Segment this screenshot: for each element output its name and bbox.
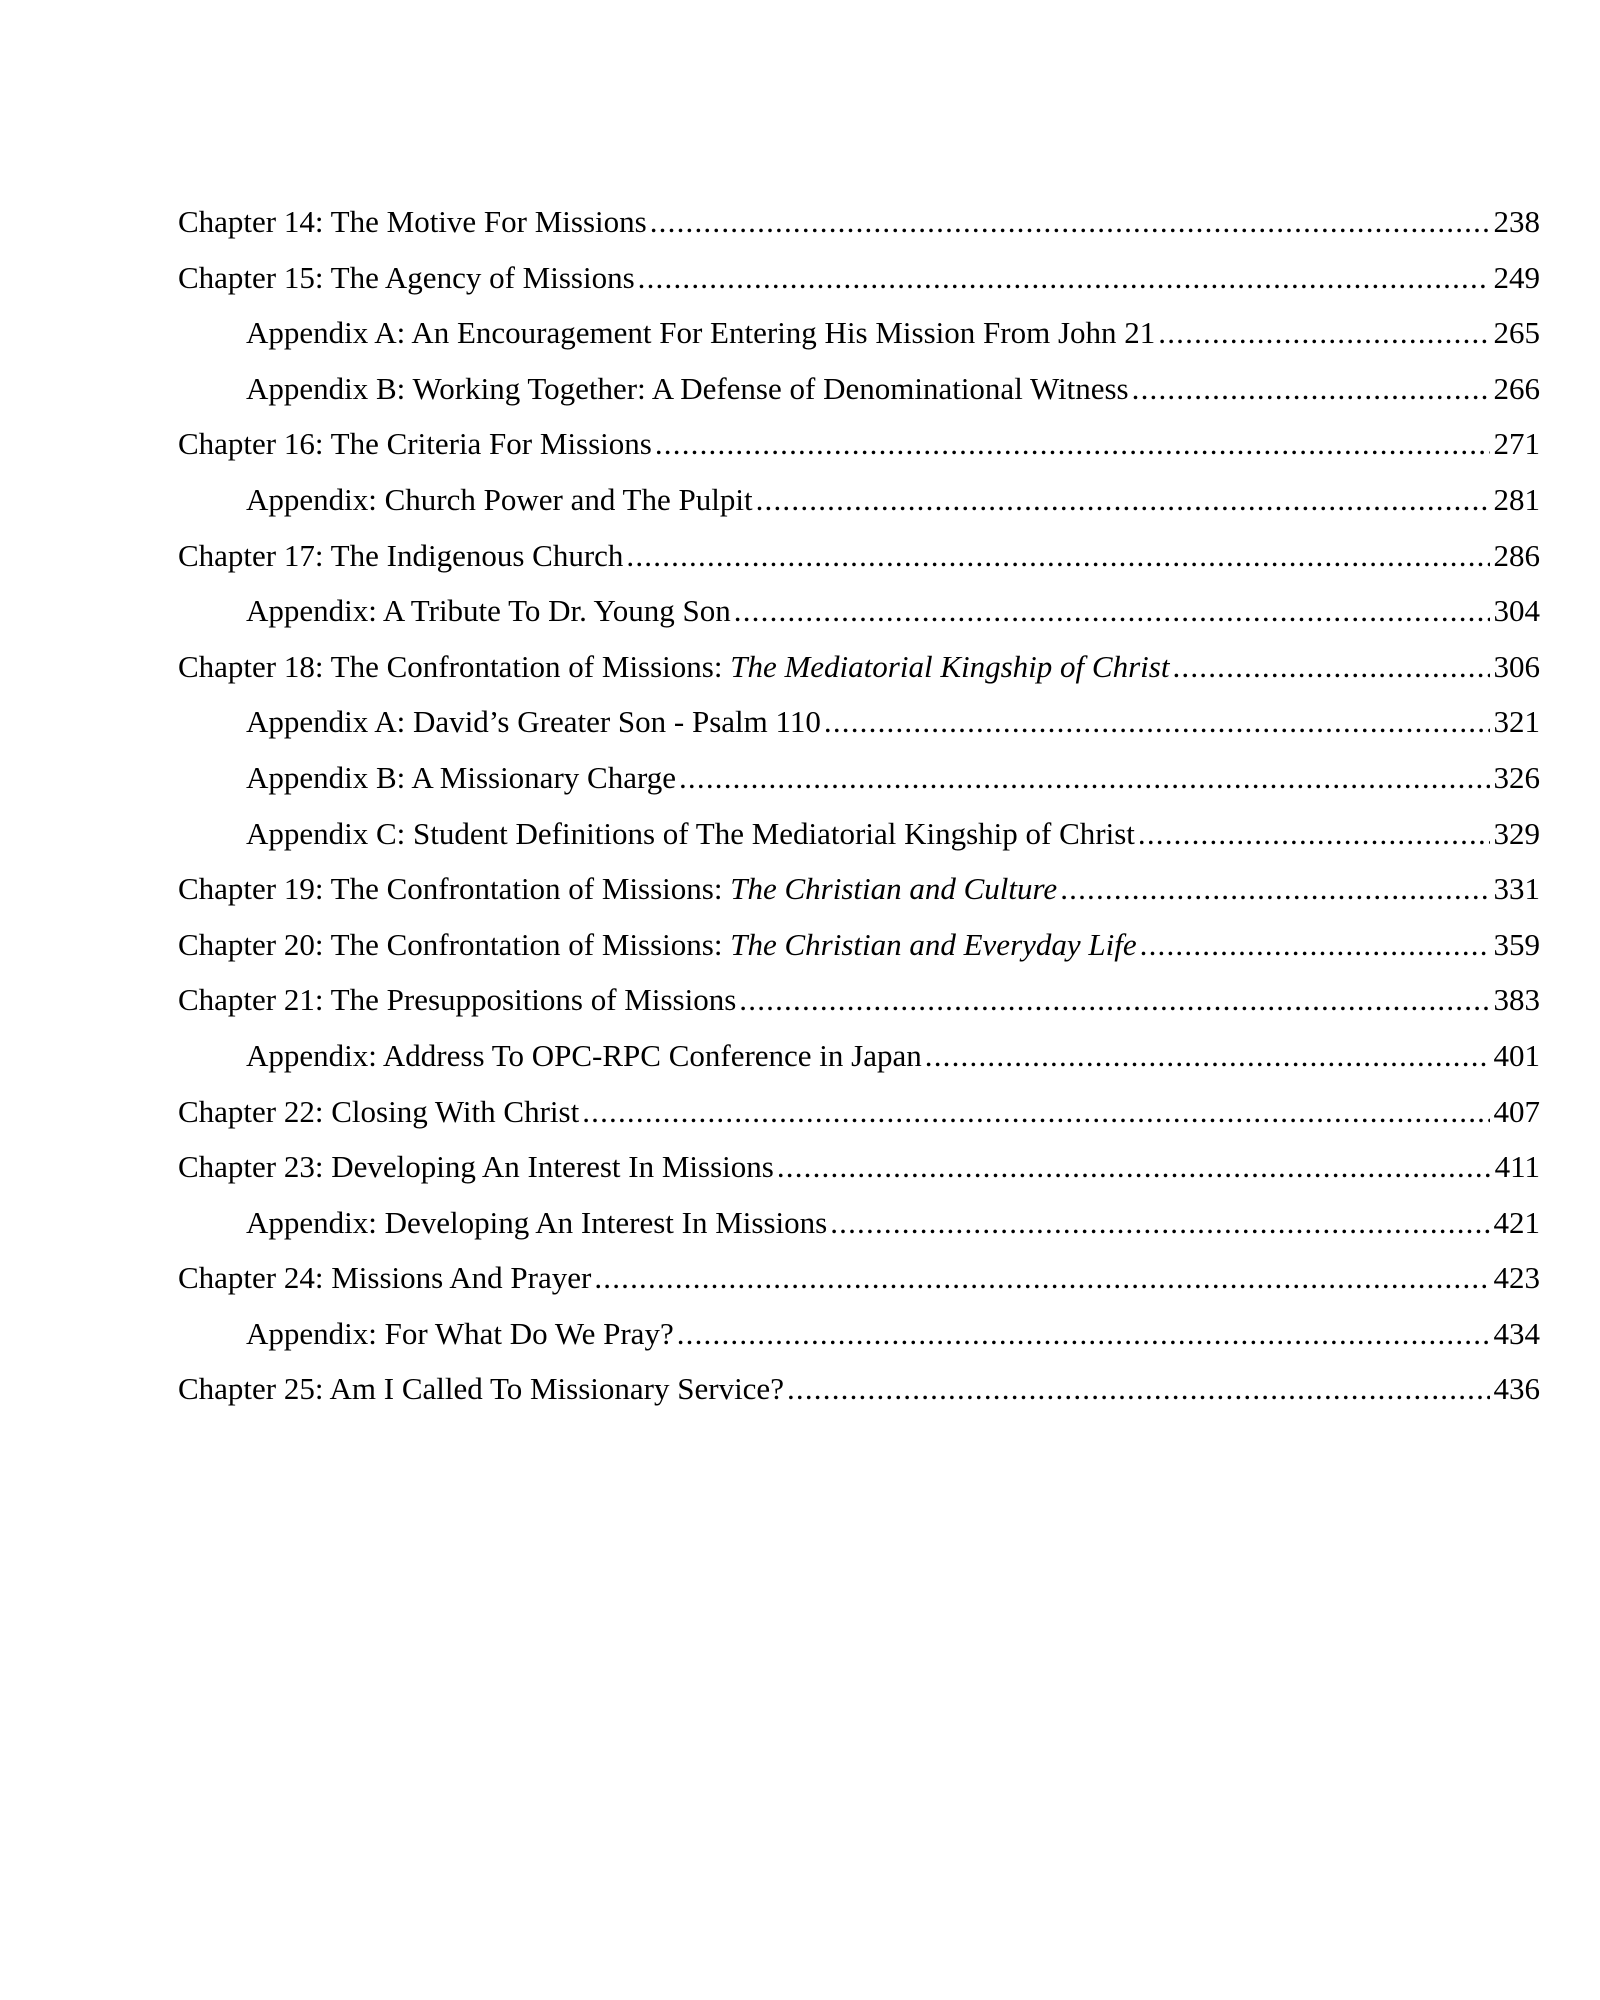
toc-dot-leader bbox=[1138, 806, 1490, 862]
toc-dot-leader bbox=[739, 972, 1489, 1028]
toc-entry[interactable] bbox=[178, 305, 1540, 361]
toc-page-number: 423 bbox=[1493, 1260, 1540, 1296]
toc-page-number: 329 bbox=[1493, 815, 1540, 851]
toc-entry-title: Appendix: Developing An Interest In Missions bbox=[246, 1204, 828, 1240]
toc-dot-leader bbox=[582, 1084, 1489, 1140]
toc-page-number: 434 bbox=[1493, 1315, 1540, 1351]
toc-entry-title: Chapter 17: The Indigenous Church bbox=[178, 537, 624, 573]
toc-page-number: 326 bbox=[1493, 759, 1540, 795]
toc-page-number: 383 bbox=[1493, 982, 1540, 1018]
toc-page-number: 421 bbox=[1493, 1204, 1540, 1240]
toc-entry-title: Appendix: A Tribute To Dr. Young Son bbox=[246, 593, 731, 629]
toc-entry-title: Appendix: Address To OPC-RPC Conference in Japan bbox=[246, 1037, 922, 1073]
toc-entry-title: Chapter 25: Am I Called To Missionary Service? bbox=[178, 1371, 784, 1407]
toc-entry[interactable] bbox=[178, 806, 1540, 862]
toc-entry-title: Appendix: For What Do We Pray? bbox=[246, 1315, 674, 1351]
toc-entry-title: Chapter 14: The Motive For Missions bbox=[178, 204, 647, 239]
toc-entry[interactable] bbox=[178, 861, 1540, 917]
toc-dot-leader bbox=[1172, 639, 1489, 695]
toc-entry[interactable] bbox=[178, 1250, 1540, 1306]
toc-page-number: 238 bbox=[1493, 204, 1540, 239]
toc-entry-title: Appendix C: Student Definitions of The Mediatorial Kingship of Christ bbox=[246, 815, 1135, 851]
toc-entry[interactable] bbox=[178, 472, 1540, 528]
toc-entry[interactable] bbox=[178, 1028, 1540, 1084]
toc-entry[interactable] bbox=[178, 750, 1540, 806]
toc-entry-title: Chapter 18: The Confrontation of Missions: The Mediatorial Kingship of Christ bbox=[178, 648, 1170, 684]
toc-entry-title: Chapter 22: Closing With Christ bbox=[178, 1093, 580, 1129]
toc-page-number: 359 bbox=[1493, 926, 1540, 962]
toc-page-number: 304 bbox=[1493, 593, 1540, 629]
toc-entry[interactable] bbox=[178, 639, 1540, 695]
toc-entry-title: Chapter 20: The Confrontation of Missions: The Christian and Everyday Life bbox=[178, 926, 1137, 962]
toc-entry[interactable] bbox=[178, 1084, 1540, 1140]
toc-entry-title: Chapter 16: The Criteria For Missions bbox=[178, 426, 652, 462]
toc-dot-leader bbox=[824, 694, 1490, 750]
toc-dot-leader bbox=[1060, 861, 1489, 917]
toc-page-number: 249 bbox=[1493, 259, 1540, 295]
toc-dot-leader bbox=[594, 1250, 1489, 1306]
toc-dot-leader bbox=[777, 1139, 1491, 1195]
toc-page-number: 407 bbox=[1493, 1093, 1540, 1129]
toc-entry-title: Appendix B: A Missionary Charge bbox=[246, 759, 676, 795]
toc-page-number: 436 bbox=[1493, 1371, 1540, 1407]
toc-page-number: 266 bbox=[1493, 370, 1540, 406]
toc-dot-leader bbox=[638, 250, 1490, 306]
toc-page-number: 286 bbox=[1493, 537, 1540, 573]
toc-entry-title: Appendix: Church Power and The Pulpit bbox=[246, 481, 753, 517]
toc-dot-leader bbox=[626, 528, 1489, 584]
toc-dot-leader bbox=[677, 1306, 1490, 1362]
toc-entry[interactable] bbox=[178, 583, 1540, 639]
toc-dot-leader bbox=[1140, 917, 1490, 973]
toc-dot-leader bbox=[1158, 305, 1489, 361]
toc-dot-leader bbox=[925, 1028, 1490, 1084]
toc-entry[interactable] bbox=[178, 194, 1540, 250]
toc-dot-leader bbox=[734, 583, 1490, 639]
toc-entry[interactable] bbox=[178, 1195, 1540, 1251]
toc-entry[interactable] bbox=[178, 528, 1540, 584]
toc-entry-title: Appendix A: An Encouragement For Entering His Mission From John 21 bbox=[246, 315, 1156, 351]
toc-page-number: 331 bbox=[1493, 871, 1540, 907]
toc-page-number: 411 bbox=[1494, 1149, 1540, 1185]
toc-dot-leader bbox=[830, 1195, 1489, 1251]
toc-page-number: 321 bbox=[1493, 704, 1540, 740]
toc-dot-leader bbox=[650, 194, 1490, 250]
toc-dot-leader bbox=[655, 416, 1490, 472]
toc-page-number: 265 bbox=[1493, 315, 1540, 351]
table-of-contents bbox=[178, 194, 1540, 1417]
toc-entry-title: Appendix A: David’s Greater Son - Psalm 110 bbox=[246, 704, 821, 740]
toc-entry-title: Chapter 15: The Agency of Missions bbox=[178, 259, 635, 295]
toc-entry[interactable] bbox=[178, 1139, 1540, 1195]
toc-page-number: 401 bbox=[1493, 1037, 1540, 1073]
toc-entry-title: Appendix B: Working Together: A Defense of Denominational Witness bbox=[246, 370, 1129, 406]
toc-entry[interactable] bbox=[178, 361, 1540, 417]
toc-entry[interactable] bbox=[178, 1306, 1540, 1362]
toc-entry[interactable] bbox=[178, 972, 1540, 1028]
toc-page-number: 306 bbox=[1493, 648, 1540, 684]
toc-page-number: 281 bbox=[1493, 481, 1540, 517]
toc-entry[interactable] bbox=[178, 1361, 1540, 1417]
toc-entry-title: Chapter 19: The Confrontation of Missions: The Christian and Culture bbox=[178, 871, 1058, 907]
toc-entry[interactable] bbox=[178, 917, 1540, 973]
toc-entry[interactable] bbox=[178, 250, 1540, 306]
toc-dot-leader bbox=[756, 472, 1490, 528]
toc-dot-leader bbox=[787, 1361, 1490, 1417]
toc-entry-title: Chapter 23: Developing An Interest In Missions bbox=[178, 1149, 774, 1185]
toc-dot-leader bbox=[679, 750, 1490, 806]
toc-dot-leader bbox=[1132, 361, 1490, 417]
toc-page-number: 271 bbox=[1493, 426, 1540, 462]
toc-entry[interactable] bbox=[178, 694, 1540, 750]
toc-entry[interactable] bbox=[178, 416, 1540, 472]
toc-entry-title: Chapter 24: Missions And Prayer bbox=[178, 1260, 592, 1296]
toc-entry-title: Chapter 21: The Presuppositions of Missions bbox=[178, 982, 737, 1018]
